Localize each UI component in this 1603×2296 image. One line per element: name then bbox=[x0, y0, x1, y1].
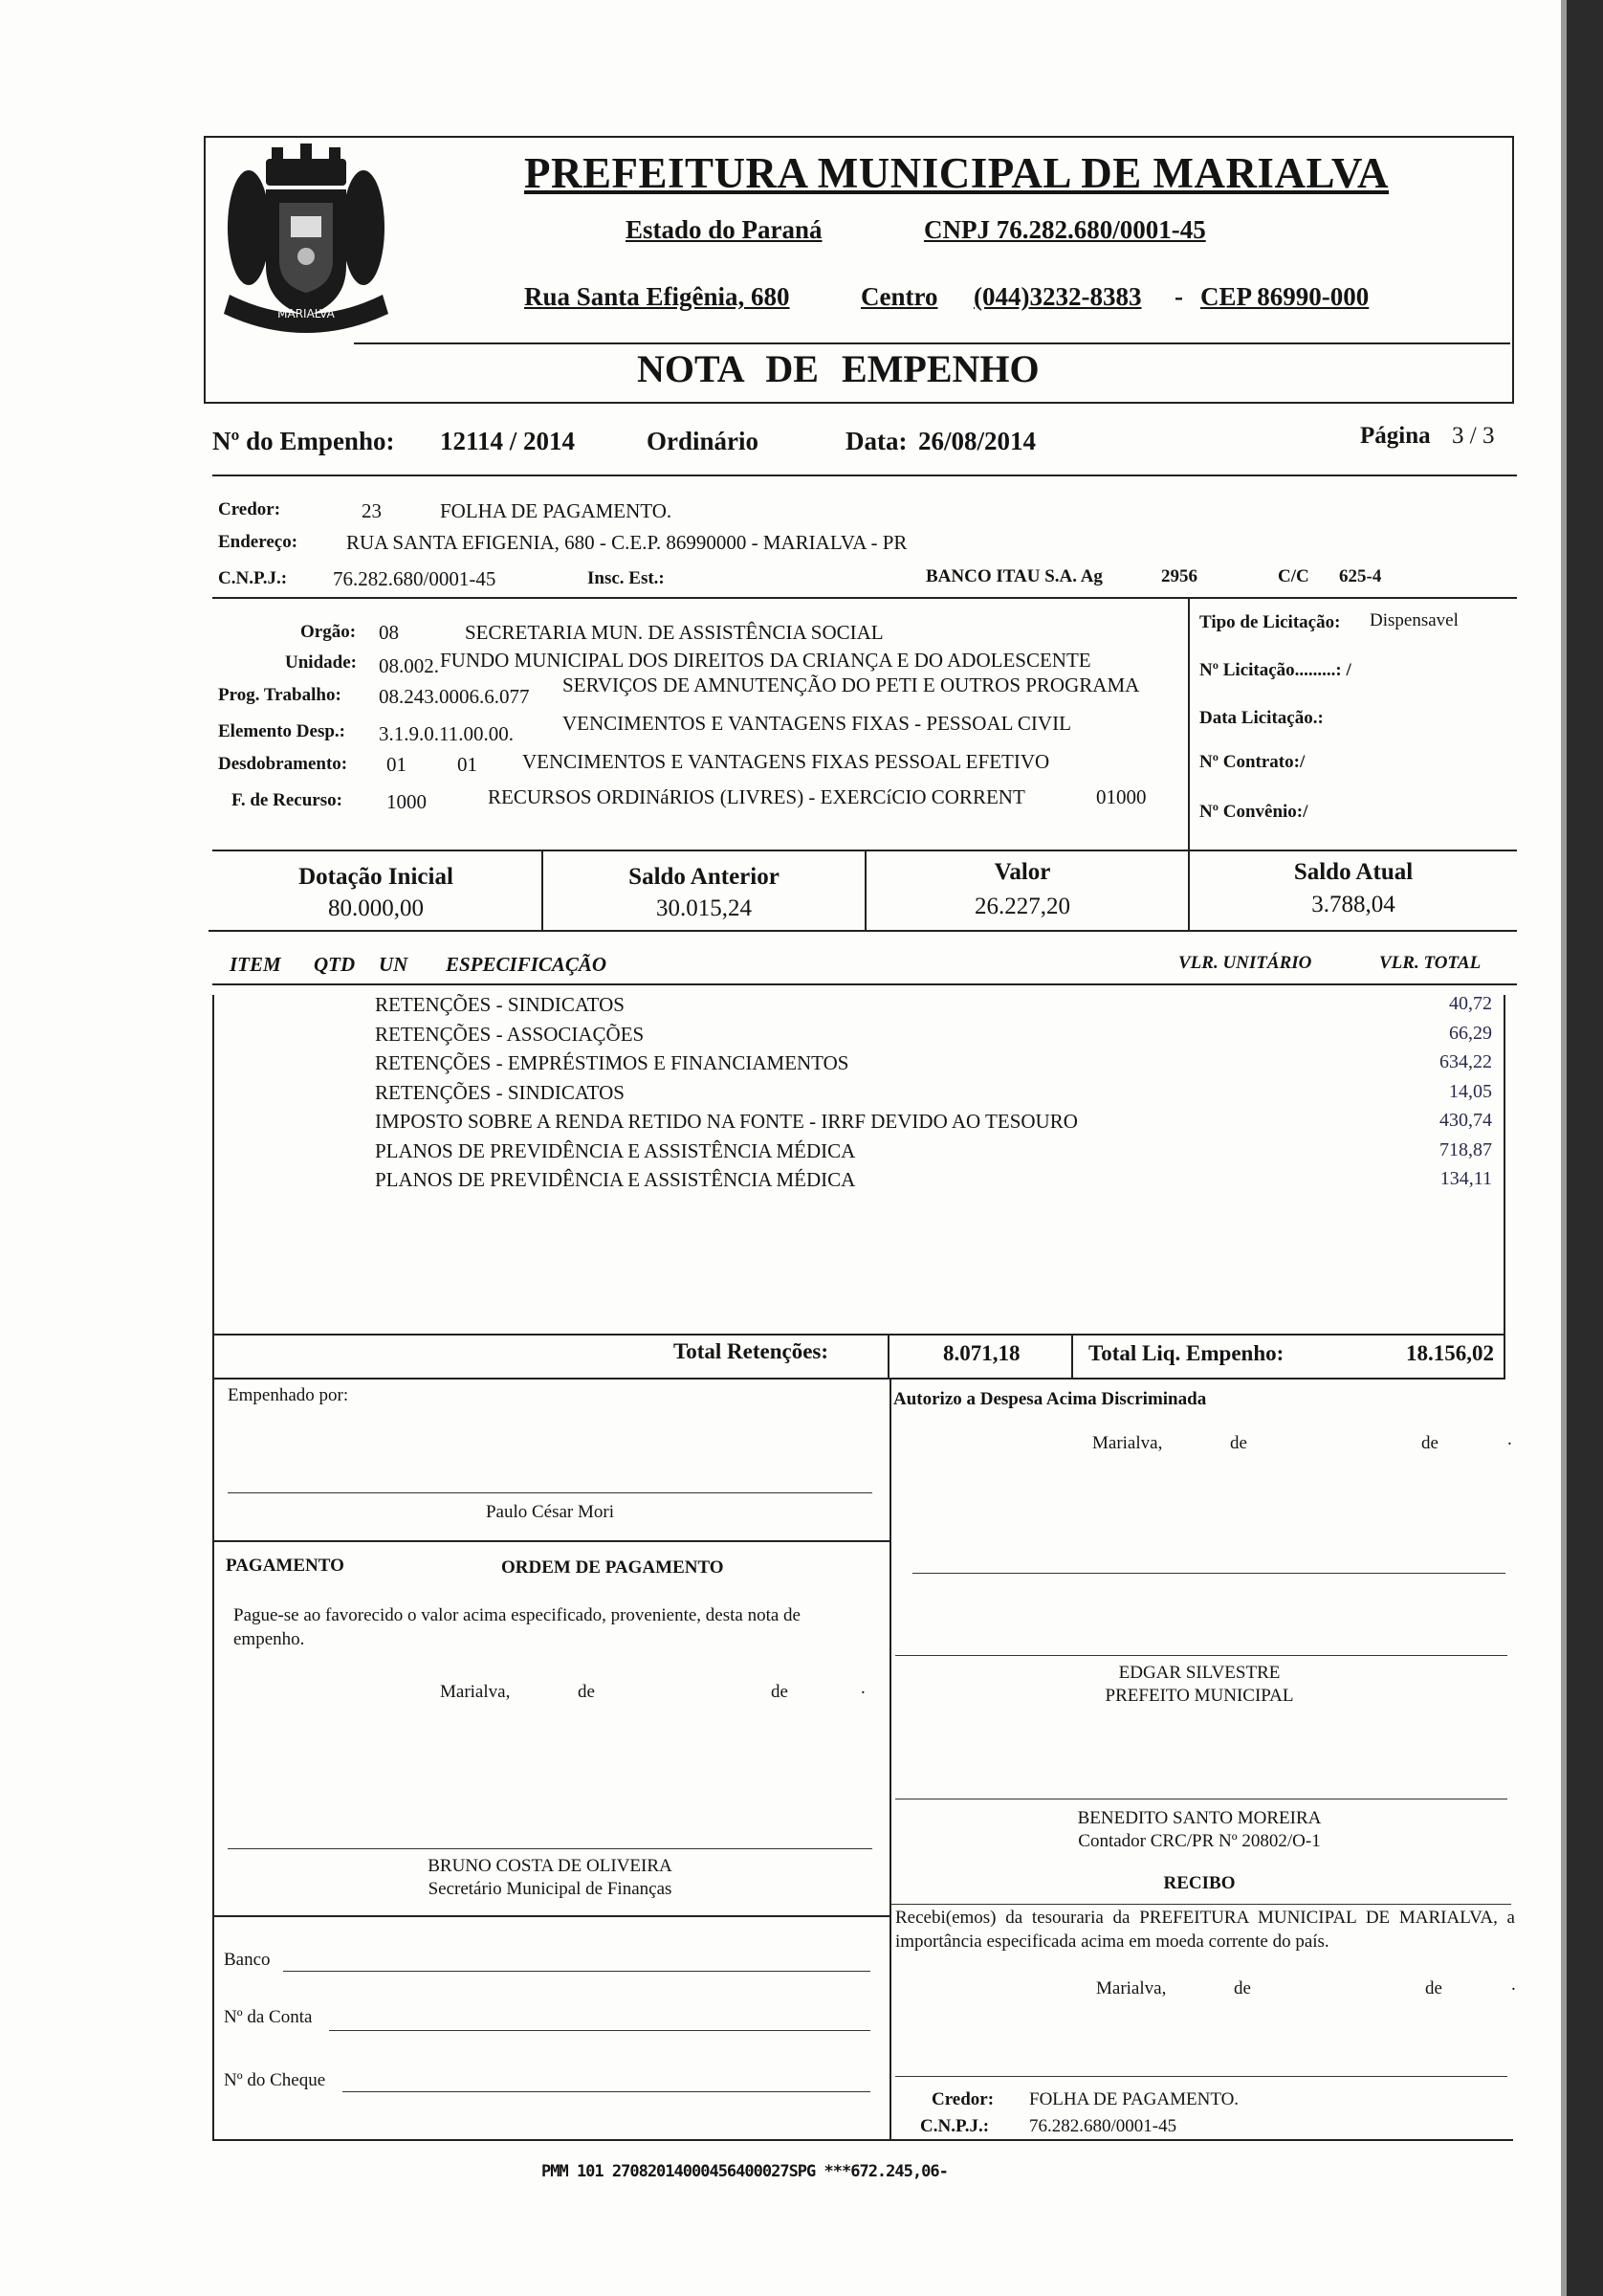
col-item: ITEM bbox=[230, 953, 281, 976]
bank-agency: 2956 bbox=[1161, 566, 1197, 586]
prog-name: SERVIÇOS DE AMNUTENÇÃO DO PETI E OUTROS PROGRAMA bbox=[562, 673, 1140, 696]
items-header-divider bbox=[212, 983, 1517, 985]
empenho-type: Ordinário bbox=[647, 427, 759, 455]
total-liquido-label: Total Liq. Empenho: bbox=[1088, 1341, 1285, 1365]
saldo-atual-label: Saldo Atual bbox=[1293, 859, 1414, 885]
licitacao-date: Data Licitação.: bbox=[1199, 708, 1324, 728]
recibo-dot: . bbox=[1511, 1975, 1516, 1995]
unidade-name: FUNDO MUNICIPAL DOS DIREITOS DA CRIANÇA E DO ADOLESCENTE bbox=[440, 649, 1091, 672]
orgao-name: SECRETARIA MUN. DE ASSISTÊNCIA SOCIAL bbox=[465, 621, 884, 644]
header-divider bbox=[354, 342, 1510, 344]
recibo-cnpj-label: C.N.P.J.: bbox=[920, 2116, 990, 2136]
desdobramento-code-b: 01 bbox=[457, 753, 477, 776]
header-cnpj: CNPJ 76.282.680/0001-45 bbox=[924, 215, 1206, 244]
recibo-top-line bbox=[891, 1904, 1511, 1905]
header-sep: - bbox=[1175, 282, 1183, 311]
desdobramento-name: VENCIMENTOS E VANTAGENS FIXAS PESSOAL EFETIVO bbox=[522, 750, 1050, 773]
pagamento-dot: . bbox=[861, 1678, 866, 1698]
header-state: Estado do Paraná bbox=[626, 215, 823, 244]
elemento-label: Elemento Desp.: bbox=[218, 721, 345, 741]
recibo-text: Recebi(emos) da tesouraria da PREFEITURA MUNICIPAL DE MARIALVA, a importância especificada acima em moeda corrente do país. bbox=[895, 1908, 1515, 1952]
pague-text: Pague-se ao favorecido o valor acima especificado, proveniente, desta nota de empenho. bbox=[233, 1605, 801, 1649]
totals-row bbox=[212, 1334, 1505, 1380]
bruno-name: BRUNO COSTA DE OLIVEIRA bbox=[428, 1856, 672, 1876]
paulo-signature-line bbox=[228, 1492, 872, 1493]
item-total: 14,05 bbox=[1449, 1080, 1492, 1102]
cheque-line bbox=[342, 2091, 870, 2092]
valor-label: Valor bbox=[994, 859, 1051, 885]
item-description: RETENÇÕES - ASSOCIAÇÕES bbox=[375, 1022, 645, 1046]
empenho-date: 26/08/2014 bbox=[918, 427, 1037, 455]
total-liquido-value: 18.156,02 bbox=[1406, 1341, 1494, 1365]
cheque-label: Nº do Cheque bbox=[224, 2070, 326, 2090]
pagamento-city: Marialva, bbox=[440, 1682, 511, 1702]
licitacao-tipo-label: Tipo de Licitação: bbox=[1199, 612, 1341, 632]
empenho-date-label: Data: bbox=[845, 427, 908, 455]
paulo-name: Paulo César Mori bbox=[485, 1502, 615, 1522]
item-total: 718,87 bbox=[1439, 1138, 1492, 1160]
unidade-label: Unidade: bbox=[285, 652, 357, 673]
saldo-atual-value: 3.788,04 bbox=[1311, 892, 1395, 917]
scan-edge bbox=[1567, 0, 1603, 2296]
autorizo-signature-line bbox=[912, 1573, 1505, 1574]
document-title: NOTA DE EMPENHO bbox=[637, 347, 1040, 390]
page-label: Página bbox=[1360, 423, 1431, 449]
credor-address: RUA SANTA EFIGENIA, 680 - C.E.P. 86990000 - MARIALVA - PR bbox=[346, 531, 908, 554]
svg-text:MARIALVA: MARIALVA bbox=[277, 307, 335, 320]
desdobramento-label: Desdobramento: bbox=[218, 754, 348, 774]
autorizo-city: Marialva, bbox=[1092, 1433, 1163, 1453]
pagamento-de-1: de bbox=[578, 1682, 595, 1702]
valor-value: 26.227,20 bbox=[975, 894, 1070, 919]
prog-code: 08.243.0006.6.077 bbox=[379, 685, 530, 708]
item-total: 66,29 bbox=[1449, 1022, 1492, 1044]
orgao-label: Orgão: bbox=[300, 622, 357, 642]
total-retencoes-value: 8.071,18 bbox=[943, 1341, 1021, 1365]
credor-divider bbox=[212, 597, 1517, 599]
insc-label: Insc. Est.: bbox=[587, 568, 665, 588]
edgar-name: EDGAR SILVESTRE bbox=[1118, 1663, 1281, 1683]
page-number: 3 / 3 bbox=[1452, 423, 1495, 449]
item-total: 134,11 bbox=[1439, 1168, 1492, 1189]
credor-cnpj: 76.282.680/0001-45 bbox=[333, 567, 496, 590]
licitacao-divider bbox=[1188, 599, 1190, 850]
dotacao-label: Dotação Inicial bbox=[298, 864, 453, 890]
col-un: UN bbox=[379, 953, 408, 976]
footer-code: PMM 101 27082014000456400027SPG ***672.245,06- bbox=[541, 2162, 948, 2181]
item-total: 430,74 bbox=[1439, 1110, 1492, 1131]
recibo-credor-label: Credor: bbox=[932, 2089, 995, 2109]
conta-label: Nº da Conta bbox=[224, 2007, 313, 2027]
recibo-de-2: de bbox=[1425, 1978, 1442, 1998]
total-retencoes-label: Total Retenções: bbox=[673, 1339, 829, 1363]
receiver-signature-line bbox=[895, 2076, 1507, 2077]
item-description: PLANOS DE PREVIDÊNCIA E ASSISTÊNCIA MÉDICA bbox=[375, 1138, 856, 1162]
coat-of-arms-seal bbox=[210, 142, 402, 342]
prog-label: Prog. Trabalho: bbox=[218, 685, 341, 705]
ordem-pagamento-label: ORDEM DE PAGAMENTO bbox=[501, 1557, 724, 1578]
item-description: IMPOSTO SOBRE A RENDA RETIDO NA FONTE - IRRF DEVIDO AO TESOURO bbox=[375, 1110, 1078, 1133]
pagamento-divider bbox=[212, 1540, 889, 1542]
elemento-name: VENCIMENTOS E VANTAGENS FIXAS - PESSOAL CIVIL bbox=[562, 712, 1071, 735]
unidade-code: 08.002. bbox=[379, 654, 439, 677]
bruno-signature-line bbox=[228, 1848, 872, 1849]
credor-name: FOLHA DE PAGAMENTO. bbox=[440, 499, 672, 522]
header-phone: (044)3232-8383 bbox=[974, 282, 1142, 311]
secretario-title: Secretário Municipal de Finanças bbox=[428, 1879, 672, 1899]
header-district: Centro bbox=[861, 282, 938, 311]
recurso-extra: 01000 bbox=[1096, 785, 1147, 808]
bank-name: BANCO ITAU S.A. Ag bbox=[926, 566, 1103, 586]
recibo-de-1: de bbox=[1234, 1978, 1251, 1998]
dotacao-value: 80.000,00 bbox=[328, 895, 424, 921]
conta-line bbox=[329, 2030, 870, 2031]
recurso-label: F. de Recurso: bbox=[231, 790, 342, 810]
banco-line bbox=[283, 1971, 870, 1972]
empenho-label: Nº do Empenho: bbox=[212, 427, 395, 455]
licitacao-tipo: Dispensavel bbox=[1370, 610, 1459, 630]
empenho-divider bbox=[212, 475, 1517, 476]
recurso-name: RECURSOS ORDINáRIOS (LIVRES) - EXERCíCIO CORRENT bbox=[488, 785, 1025, 808]
edgar-signature-line bbox=[895, 1655, 1507, 1656]
item-description: RETENÇÕES - SINDICATOS bbox=[375, 1080, 625, 1104]
header-street: Rua Santa Efigênia, 680 bbox=[524, 282, 790, 311]
pagamento-de-2: de bbox=[771, 1682, 788, 1702]
empenhado-por: Empenhado por: bbox=[228, 1385, 349, 1405]
autorizo-de-2: de bbox=[1421, 1433, 1438, 1453]
item-total: 634,22 bbox=[1439, 1051, 1492, 1072]
autorizo-de-1: de bbox=[1230, 1433, 1247, 1453]
benedito-name: BENEDITO SANTO MOREIRA bbox=[1077, 1808, 1322, 1828]
convenio: Nº Convênio:/ bbox=[1199, 802, 1308, 822]
signature-left-border bbox=[212, 1378, 214, 2139]
licitacao-number: Nº Licitação.........: / bbox=[1199, 660, 1351, 680]
autorizo-label: Autorizo a Despesa Acima Discriminada bbox=[893, 1389, 1207, 1409]
totals-sep-1 bbox=[888, 1334, 889, 1378]
recibo-title: RECIBO bbox=[1163, 1873, 1236, 1893]
signature-bottom bbox=[212, 2139, 1513, 2141]
cc-label: C/C bbox=[1278, 566, 1309, 586]
autorizo-dot: . bbox=[1507, 1429, 1512, 1449]
bank-divider bbox=[212, 1915, 889, 1917]
empenho-number: 12114 / 2014 bbox=[440, 427, 576, 455]
credor-cnpj-label: C.N.P.J.: bbox=[218, 568, 288, 588]
desdobramento-code-a: 01 bbox=[386, 753, 406, 776]
recibo-cnpj: 76.282.680/0001-45 bbox=[1029, 2116, 1177, 2136]
col-espec: ESPECIFICAÇÃO bbox=[446, 953, 607, 976]
contrato: Nº Contrato:/ bbox=[1199, 752, 1306, 772]
contador-title: Contador CRC/PR Nº 20802/O-1 bbox=[1078, 1831, 1321, 1851]
signature-center-divider bbox=[889, 1378, 891, 2139]
col-qtd: QTD bbox=[314, 953, 356, 976]
item-total: 40,72 bbox=[1449, 993, 1492, 1014]
recurso-code: 1000 bbox=[386, 790, 427, 813]
address-label: Endereço: bbox=[218, 532, 298, 552]
saldo-anterior-value: 30.015,24 bbox=[656, 895, 752, 921]
item-description: PLANOS DE PREVIDÊNCIA E ASSISTÊNCIA MÉDICA bbox=[375, 1168, 856, 1191]
item-description: RETENÇÕES - EMPRÉSTIMOS E FINANCIAMENTOS bbox=[375, 1051, 849, 1074]
recibo-city: Marialva, bbox=[1096, 1978, 1167, 1998]
prefeito-title: PREFEITO MUNICIPAL bbox=[1105, 1686, 1294, 1706]
saldo-anterior-label: Saldo Anterior bbox=[628, 864, 780, 890]
credor-label: Credor: bbox=[218, 499, 281, 519]
item-description: RETENÇÕES - SINDICATOS bbox=[375, 993, 625, 1016]
orgao-code: 08 bbox=[379, 621, 399, 644]
header-title: PREFEITURA MUNICIPAL DE MARIALVA bbox=[524, 149, 1390, 197]
credor-code: 23 bbox=[362, 499, 382, 522]
banco-label: Banco bbox=[224, 1950, 271, 1970]
recibo-credor: FOLHA DE PAGAMENTO. bbox=[1029, 2089, 1240, 2109]
cc-number: 625-4 bbox=[1339, 566, 1382, 586]
elemento-code: 3.1.9.0.11.00.00. bbox=[379, 722, 514, 745]
header-cep: CEP 86990-000 bbox=[1200, 282, 1370, 311]
pagamento-label: PAGAMENTO bbox=[226, 1556, 344, 1576]
col-unit-price: VLR. UNITÁRIO bbox=[1178, 953, 1312, 973]
col-total: VLR. TOTAL bbox=[1379, 953, 1482, 973]
totals-sep-2 bbox=[1071, 1334, 1073, 1378]
